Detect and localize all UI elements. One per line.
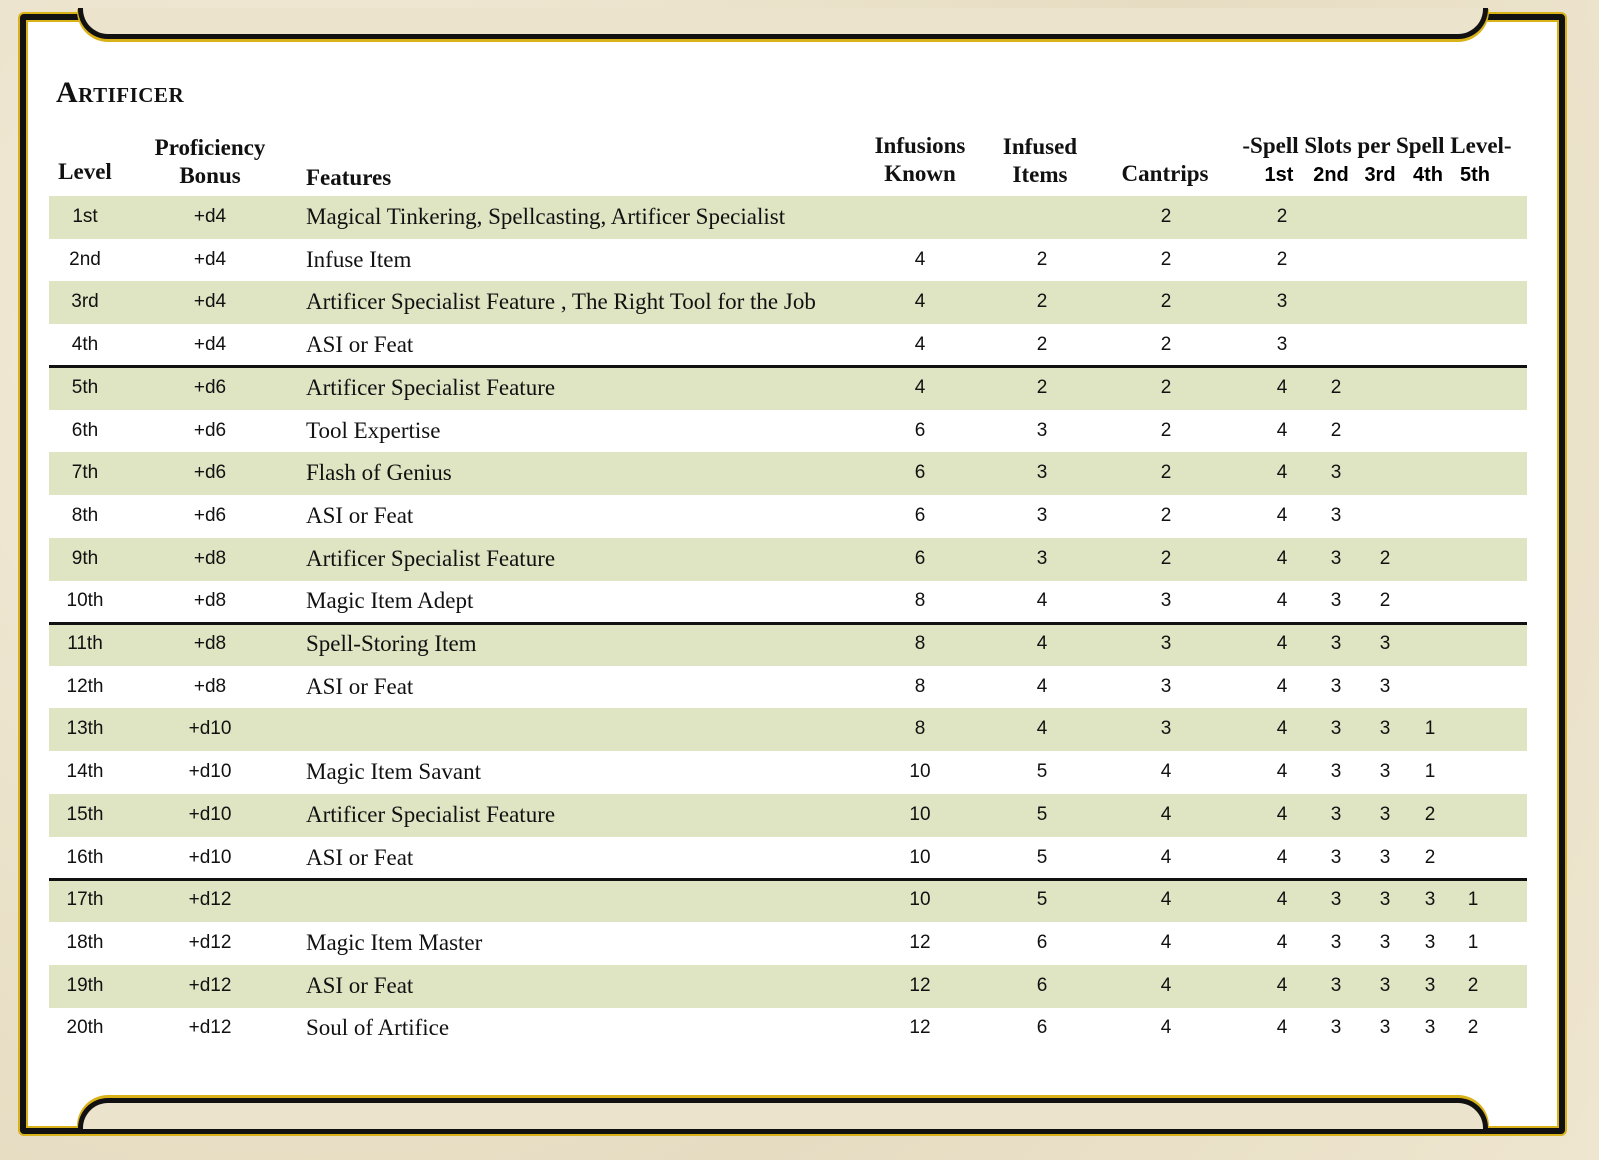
tier-divider <box>49 878 1527 881</box>
table-row <box>49 1007 1527 1050</box>
slot-4th-cell: 2 <box>1424 803 1436 825</box>
slot-1st-cell: 4 <box>1276 889 1288 911</box>
header-proficiency <box>140 134 280 190</box>
slot-2nd-cell: 3 <box>1330 803 1342 825</box>
infused-cell: 2 <box>1036 376 1048 398</box>
level-cell: 15th <box>66 803 104 825</box>
features-cell: Artificer Specialist Feature , The Right Tool for the Job <box>306 289 816 315</box>
cantrips-cell: 2 <box>1160 291 1172 313</box>
slot-3rd-cell: 3 <box>1379 675 1391 697</box>
features-cell: Infuse Item <box>306 246 412 272</box>
slot-4th-cell: 3 <box>1424 974 1436 996</box>
proficiency-cell: +d6 <box>193 462 227 484</box>
infused-cell: 2 <box>1036 248 1048 270</box>
header-proficiency-line1: Proficiency <box>154 135 266 160</box>
cantrips-cell: 4 <box>1160 889 1172 911</box>
tier-divider <box>49 365 1527 368</box>
header-infused-line1: Infused <box>1002 134 1078 159</box>
slot-3rd-cell: 3 <box>1379 803 1391 825</box>
infused-cell: 2 <box>1036 334 1048 356</box>
features-cell: Magic Item Savant <box>306 759 482 785</box>
proficiency-cell: +d12 <box>188 931 232 953</box>
slot-1st-cell: 4 <box>1276 590 1288 612</box>
header-slot-3rd: 3rd <box>1364 164 1396 186</box>
table-row <box>49 281 1527 324</box>
infusions-cell: 8 <box>914 675 926 697</box>
cantrips-cell: 3 <box>1160 718 1172 740</box>
table-row <box>49 623 1527 666</box>
level-cell: 14th <box>66 761 104 783</box>
slot-2nd-cell: 3 <box>1330 931 1342 953</box>
page-title: Artificer <box>56 76 185 109</box>
slot-1st-cell: 4 <box>1276 974 1288 996</box>
infused-cell: 4 <box>1036 633 1048 654</box>
proficiency-cell: +d12 <box>188 974 232 996</box>
cantrips-cell: 2 <box>1160 462 1172 484</box>
slot-1st-cell: 4 <box>1276 504 1288 526</box>
slot-3rd-cell: 2 <box>1379 590 1391 612</box>
slot-2nd-cell: 3 <box>1330 590 1342 612</box>
infusions-cell: 8 <box>914 718 926 740</box>
cantrips-cell: 2 <box>1160 376 1172 398</box>
slot-2nd-cell: 3 <box>1330 675 1342 697</box>
infused-cell: 3 <box>1036 419 1048 441</box>
features-cell: Magical Tinkering, Spellcasting, Artificer Specialist <box>306 204 786 229</box>
infusions-cell: 4 <box>914 248 926 270</box>
level-cell: 18th <box>66 931 104 953</box>
infused-cell: 5 <box>1036 761 1048 783</box>
table-row <box>49 452 1527 495</box>
header-infusions-line2: Known <box>884 161 956 186</box>
level-cell: 1st <box>72 206 98 227</box>
table-row <box>49 495 1527 538</box>
header-slot-1st: 1st <box>1264 164 1294 186</box>
slot-1st-cell: 3 <box>1276 334 1288 356</box>
infused-cell: 3 <box>1036 462 1048 484</box>
table-row <box>49 837 1527 880</box>
level-cell: 10th <box>66 590 104 612</box>
features-cell: ASI or Feat <box>306 844 414 870</box>
features-cell: ASI or Feat <box>306 972 414 998</box>
cantrips-cell: 2 <box>1160 419 1172 441</box>
slot-2nd-cell: 3 <box>1330 974 1342 996</box>
slot-1st-cell: 4 <box>1276 462 1288 484</box>
table-row <box>49 196 1527 239</box>
infused-cell: 6 <box>1036 974 1048 996</box>
cantrips-cell: 2 <box>1160 547 1172 569</box>
infused-cell: 6 <box>1036 931 1048 953</box>
infused-cell: 6 <box>1036 1017 1048 1039</box>
proficiency-cell: +d6 <box>193 419 227 441</box>
features-cell: ASI or Feat <box>306 502 414 528</box>
slot-1st-cell: 4 <box>1276 633 1288 654</box>
features-cell: Spell-Storing Item <box>306 631 477 656</box>
features-cell: ASI or Feat <box>306 673 414 699</box>
proficiency-cell: +d10 <box>188 846 232 868</box>
infusions-cell: 8 <box>914 633 926 654</box>
proficiency-cell: +d8 <box>193 675 227 697</box>
table-row <box>49 324 1527 367</box>
level-cell: 8th <box>71 504 99 526</box>
level-cell: 2nd <box>69 248 101 270</box>
proficiency-cell: +d6 <box>193 376 227 398</box>
features-cell: Magic Item Adept <box>306 588 474 614</box>
slot-3rd-cell: 3 <box>1379 846 1391 868</box>
infused-cell: 4 <box>1036 675 1048 697</box>
cantrips-cell: 4 <box>1160 1017 1172 1039</box>
cantrips-cell: 3 <box>1160 590 1172 612</box>
slot-1st-cell: 4 <box>1276 761 1288 783</box>
level-cell: 12th <box>66 675 104 697</box>
infusions-cell: 12 <box>909 931 931 953</box>
infusions-cell: 4 <box>914 376 926 398</box>
slot-1st-cell: 4 <box>1276 846 1288 868</box>
cantrips-cell: 4 <box>1160 761 1172 783</box>
header-slot-5th: 5th <box>1460 164 1490 186</box>
slot-1st-cell: 3 <box>1276 291 1288 313</box>
infused-cell: 4 <box>1036 590 1048 612</box>
slot-2nd-cell: 3 <box>1330 462 1342 484</box>
proficiency-cell: +d8 <box>193 590 227 612</box>
frame-top-ornament <box>78 8 1488 39</box>
tier-divider <box>49 622 1527 625</box>
table-row <box>49 794 1527 837</box>
level-cell: 13th <box>66 718 104 740</box>
cantrips-cell: 2 <box>1160 206 1172 227</box>
slot-1st-cell: 4 <box>1276 675 1288 697</box>
header-infused-items <box>985 133 1095 189</box>
table-row <box>49 922 1527 965</box>
cantrips-cell: 2 <box>1160 334 1172 356</box>
proficiency-cell: +d10 <box>188 761 232 783</box>
slot-1st-cell: 4 <box>1276 931 1288 953</box>
header-spell-slots: -Spell Slots per Spell Level- <box>1242 133 1512 158</box>
table-row <box>49 879 1527 922</box>
level-cell: 19th <box>66 974 104 996</box>
cantrips-cell: 4 <box>1160 846 1172 868</box>
slot-5th-cell: 2 <box>1467 1017 1479 1039</box>
cantrips-cell: 4 <box>1160 931 1172 953</box>
infused-cell: 3 <box>1036 547 1048 569</box>
level-cell: 4th <box>71 334 99 356</box>
slot-5th-cell: 1 <box>1467 889 1479 911</box>
cantrips-cell: 2 <box>1160 248 1172 270</box>
cantrips-cell: 4 <box>1160 803 1172 825</box>
infusions-cell: 10 <box>909 889 931 911</box>
slot-2nd-cell: 2 <box>1330 419 1342 441</box>
infused-cell: 5 <box>1036 803 1048 825</box>
slot-1st-cell: 4 <box>1276 803 1288 825</box>
table-row <box>49 410 1527 453</box>
slot-3rd-cell: 3 <box>1379 1017 1391 1039</box>
slot-4th-cell: 1 <box>1424 761 1436 783</box>
infusions-cell: 8 <box>914 590 926 612</box>
features-cell: Artificer Specialist Feature <box>306 374 556 400</box>
slot-1st-cell: 4 <box>1276 376 1288 398</box>
slot-2nd-cell: 3 <box>1330 633 1342 654</box>
features-cell: Artificer Specialist Feature <box>306 545 556 571</box>
header-cantrips: Cantrips <box>1121 161 1209 186</box>
slot-2nd-cell: 3 <box>1330 547 1342 569</box>
infusions-cell: 4 <box>914 334 926 356</box>
slot-4th-cell: 3 <box>1424 931 1436 953</box>
level-cell: 6th <box>71 419 99 441</box>
infused-cell: 3 <box>1036 504 1048 526</box>
level-cell: 3rd <box>71 291 99 313</box>
table-row <box>49 965 1527 1008</box>
infusions-cell: 10 <box>909 803 931 825</box>
table-row <box>49 666 1527 709</box>
infused-cell: 5 <box>1036 889 1048 911</box>
level-cell: 5th <box>71 376 99 398</box>
slot-2nd-cell: 3 <box>1330 504 1342 526</box>
table-row <box>49 538 1527 581</box>
slot-4th-cell: 1 <box>1424 718 1436 740</box>
slot-1st-cell: 2 <box>1276 248 1288 270</box>
level-cell: 17th <box>66 889 104 911</box>
cantrips-cell: 3 <box>1160 675 1172 697</box>
features-cell: Tool Expertise <box>306 417 441 443</box>
infusions-cell: 6 <box>914 462 926 484</box>
proficiency-cell: +d10 <box>188 718 232 740</box>
slot-2nd-cell: 3 <box>1330 718 1342 740</box>
level-cell: 11th <box>67 633 103 654</box>
slot-2nd-cell: 2 <box>1330 376 1342 398</box>
header-features: Features <box>306 165 392 190</box>
features-cell: Soul of Artifice <box>306 1015 450 1041</box>
table-row <box>49 239 1527 282</box>
table-row <box>49 367 1527 410</box>
proficiency-cell: +d8 <box>193 633 227 654</box>
proficiency-cell: +d8 <box>193 547 227 569</box>
slot-1st-cell: 2 <box>1276 206 1288 227</box>
cantrips-cell: 3 <box>1160 633 1172 654</box>
slot-3rd-cell: 3 <box>1379 974 1391 996</box>
infusions-cell: 10 <box>909 761 931 783</box>
slot-1st-cell: 4 <box>1276 718 1288 740</box>
header-infusions-line1: Infusions <box>874 133 966 158</box>
infusions-cell: 12 <box>909 974 931 996</box>
level-cell: 16th <box>66 846 104 868</box>
proficiency-cell: +d12 <box>188 1017 232 1039</box>
slot-2nd-cell: 3 <box>1330 761 1342 783</box>
infusions-cell: 12 <box>909 1017 931 1039</box>
slot-3rd-cell: 3 <box>1379 718 1391 740</box>
proficiency-cell: +d10 <box>188 803 232 825</box>
slot-1st-cell: 4 <box>1276 1017 1288 1039</box>
header-infused-line2: Items <box>1012 162 1068 187</box>
features-cell: Flash of Genius <box>306 460 452 486</box>
cantrips-cell: 2 <box>1160 504 1172 526</box>
slot-3rd-cell: 2 <box>1379 547 1391 569</box>
features-cell: Artificer Specialist Feature <box>306 801 556 827</box>
infusions-cell: 6 <box>914 504 926 526</box>
slot-3rd-cell: 3 <box>1379 761 1391 783</box>
slot-1st-cell: 4 <box>1276 547 1288 569</box>
slot-5th-cell: 1 <box>1467 931 1479 953</box>
slot-3rd-cell: 3 <box>1379 889 1391 911</box>
slot-4th-cell: 3 <box>1424 1017 1436 1039</box>
table-row <box>49 751 1527 794</box>
frame-bottom-ornament <box>78 1098 1488 1129</box>
proficiency-cell: +d6 <box>193 504 227 526</box>
infusions-cell: 6 <box>914 547 926 569</box>
proficiency-cell: +d4 <box>193 334 227 356</box>
infused-cell: 5 <box>1036 846 1048 868</box>
slot-3rd-cell: 3 <box>1379 633 1391 654</box>
proficiency-cell: +d12 <box>188 889 232 911</box>
infusions-cell: 6 <box>914 419 926 441</box>
slot-2nd-cell: 3 <box>1330 846 1342 868</box>
proficiency-cell: +d4 <box>193 206 227 227</box>
slot-2nd-cell: 3 <box>1330 1017 1342 1039</box>
slot-3rd-cell: 3 <box>1379 931 1391 953</box>
header-level: Level <box>58 159 112 184</box>
header-slot-2nd: 2nd <box>1313 164 1349 186</box>
header-infusions-known <box>860 132 980 188</box>
infusions-cell: 10 <box>909 846 931 868</box>
slot-2nd-cell: 3 <box>1330 889 1342 911</box>
slot-4th-cell: 3 <box>1424 889 1436 911</box>
infusions-cell: 4 <box>914 291 926 313</box>
level-cell: 7th <box>71 462 99 484</box>
proficiency-cell: +d4 <box>193 248 227 270</box>
infused-cell: 2 <box>1036 291 1048 313</box>
features-cell: ASI or Feat <box>306 332 414 358</box>
header-proficiency-line2: Bonus <box>179 163 241 188</box>
proficiency-cell: +d4 <box>193 291 227 313</box>
level-cell: 20th <box>66 1017 104 1039</box>
cantrips-cell: 4 <box>1160 974 1172 996</box>
infused-cell: 4 <box>1036 718 1048 740</box>
table-row <box>49 708 1527 751</box>
slot-4th-cell: 2 <box>1424 846 1436 868</box>
header-slot-4th: 4th <box>1413 164 1443 186</box>
table-row <box>49 580 1527 623</box>
features-cell: Magic Item Master <box>306 929 483 955</box>
slot-5th-cell: 2 <box>1467 974 1479 996</box>
level-cell: 9th <box>71 547 99 569</box>
slot-1st-cell: 4 <box>1276 419 1288 441</box>
